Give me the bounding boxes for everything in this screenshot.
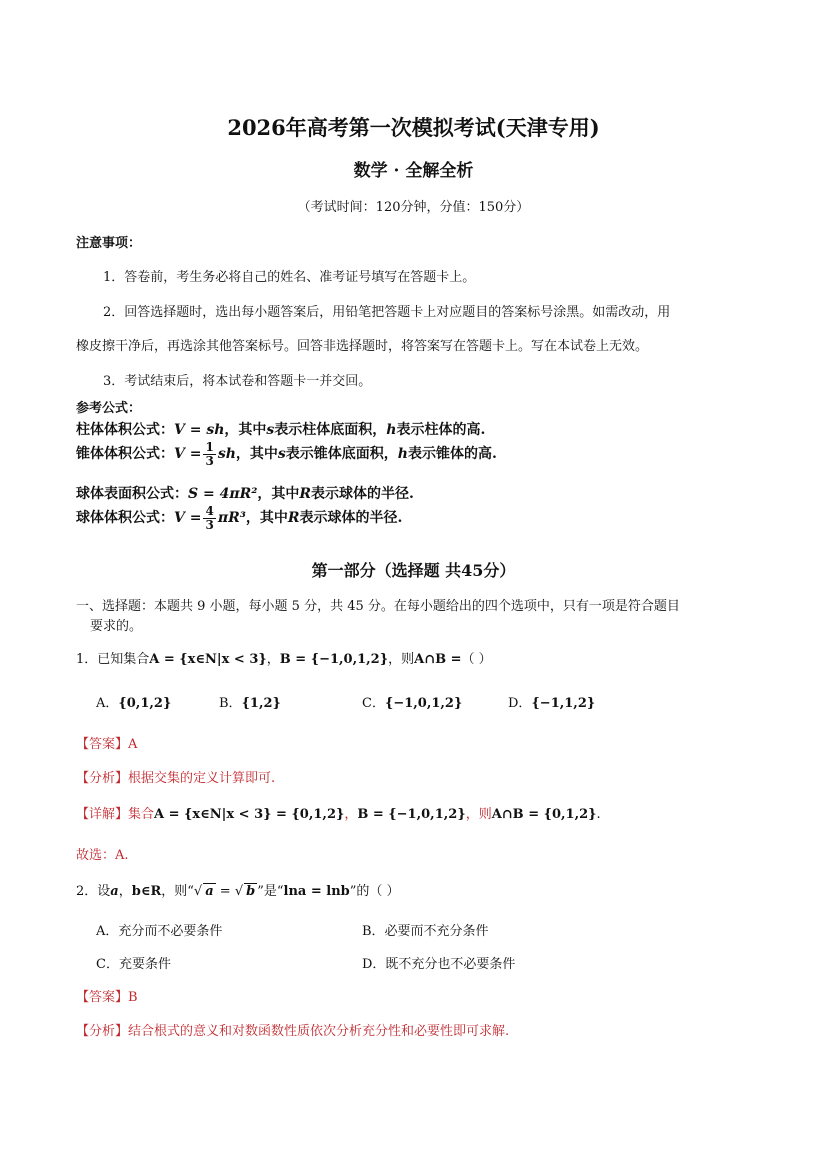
question-1-stem: 1．已知集合A = {x∈N|x < 3}，B = {−1,0,1,2}，则A∩B =（ ） <box>76 652 492 667</box>
page-subtitle: 数学 · 全解全析 <box>353 161 474 181</box>
question-1-detail: 【详解】集合A = {x∈N|x < 3} = {0,1,2}，B = {−1,0,1,2}，则A∩B = {0,1,2}. <box>76 807 601 822</box>
question-1-option-c: C．{−1,0,1,2} <box>362 696 463 711</box>
fraction: $\frac{4}{3}$ <box>205 504 214 532</box>
question-1-answer: 【答案】A <box>76 737 138 752</box>
question-1-conclusion: 故选：A. <box>76 848 129 863</box>
part-1-title: 第一部分（选择题 共45分） <box>311 561 516 580</box>
part-1-intro-line-1: 一、选择题：本题共 9 小题，每小题 5 分，共 45 分。在每小题给出的四个选项中，只有一项是符合题目 <box>76 599 680 614</box>
page-title: 2026年高考第一次模拟考试(天津专用) <box>227 115 600 140</box>
part-1-intro-line-2: 要求的。 <box>90 619 143 634</box>
notice-item-2-line-1: 2．回答选择题时，选出每小题答案后，用铅笔把答题卡上对应题目的答案标号涂黑。如需改动，用 <box>103 305 671 320</box>
question-2-option-d: D．既不充分也不必要条件 <box>362 957 516 972</box>
exam-meta: （考试时间：120分钟，分值：150分） <box>297 200 530 215</box>
question-1-option-d: D．{−1,1,2} <box>508 696 596 711</box>
question-2-option-b: B．必要而不充分条件 <box>362 924 489 939</box>
formula-sphere-volume: 球体体积公式：V = $\frac{4}{3}$ πR³，其中R表示球体的半径. <box>76 504 403 532</box>
formula-prism-volume: 柱体体积公式：V = sh，其中s表示柱体底面积，h表示柱体的高. <box>76 422 486 438</box>
question-1-option-b: B．{1,2} <box>219 696 281 711</box>
notice-heading: 注意事项： <box>76 236 142 251</box>
question-1-analysis: 【分析】根据交集的定义计算即可. <box>76 771 276 786</box>
formulas-heading: 参考公式： <box>76 401 142 416</box>
fraction: $\frac{1}{3}$ <box>205 440 214 468</box>
question-1-option-a: A．{0,1,2} <box>96 696 172 711</box>
question-2-answer: 【答案】B <box>76 990 138 1005</box>
formula-cone-volume: 锥体体积公式：V = $\frac{1}{3}$ sh，其中s表示锥体底面积，h表示锥体的高. <box>76 440 497 468</box>
question-2-option-a: A．充分而不必要条件 <box>96 924 223 939</box>
notice-item-3: 3．考试结束后，将本试卷和答题卡一并交回。 <box>103 374 372 389</box>
notice-item-2-line-2: 橡皮擦干净后，再选涂其他答案标号。回答非选择题时，将答案写在答题卡上。写在本试卷上无效。 <box>76 339 649 354</box>
formula-sphere-surface: 球体表面积公式：S = 4πR²，其中R表示球体的半径. <box>76 486 414 502</box>
question-2-analysis: 【分析】结合根式的意义和对数函数性质依次分析充分性和必要性即可求解. <box>76 1024 510 1039</box>
question-2-stem: 2．设a，b∈R，则“√ a = √ b ”是“lna = lnb”的（ ） <box>76 884 400 899</box>
notice-item-1: 1．答卷前，考生务必将自己的姓名、准考证号填写在答题卡上。 <box>103 270 476 285</box>
question-2-option-c: C．充要条件 <box>96 957 171 972</box>
